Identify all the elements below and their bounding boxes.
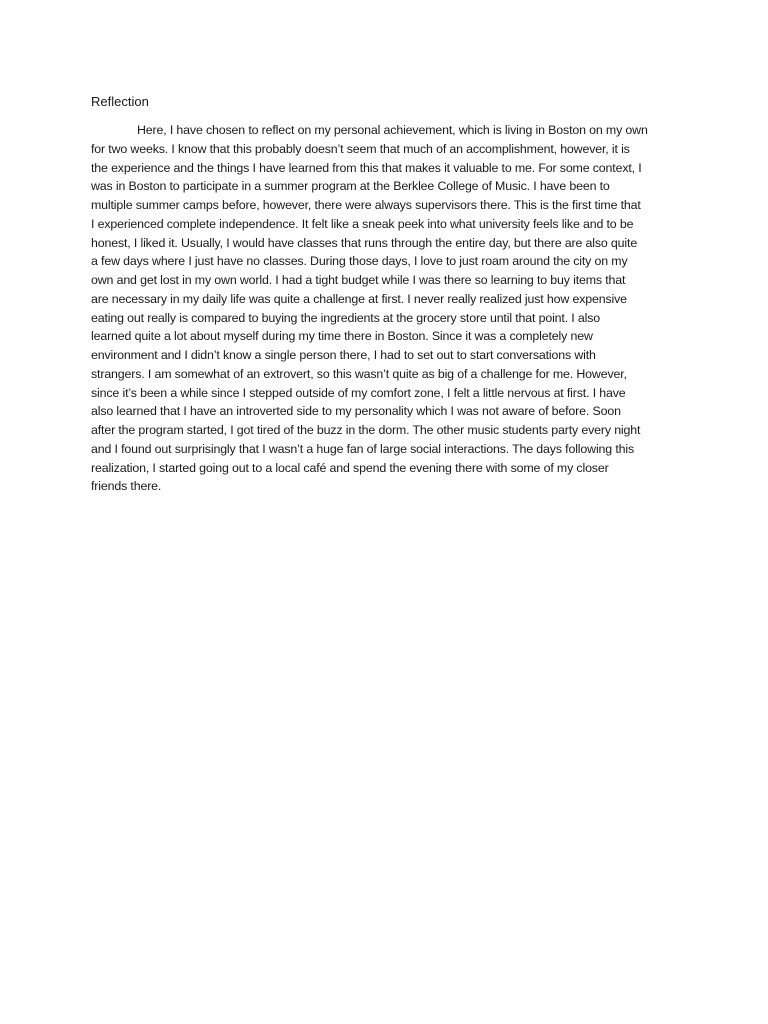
paragraph-line: eating out really is compared to buying the ingredients at the grocery store until that point. I also (91, 310, 601, 325)
paragraph-line: learned quite a lot about myself during my time there in Boston. Since it was a completely new (91, 329, 593, 344)
paragraph-line: the experience and the things I have learned from this that makes it valuable to me. For some context, I (91, 160, 642, 175)
paragraph-line: own and get lost in my own world. I had a tight budget while I was there so learning to buy items that (91, 273, 626, 287)
document-title: Reflection (91, 94, 149, 109)
paragraph-line: friends there. (91, 479, 162, 494)
paragraph-line: environment and I didn’t know a single person there, I had to set out to start conversations with (91, 348, 596, 362)
paragraph-line: honest, I liked it. Usually, I would have classes that runs through the entire day, but there are also quite (91, 235, 638, 250)
reflection-paragraph (91, 121, 683, 496)
paragraph-line: are necessary in my daily life was quite a challenge at first. I never really realized just how expensive (91, 291, 627, 306)
paragraph-line: a few days where I just have no classes. During those days, I love to just roam around the city on my (91, 254, 628, 269)
paragraph-line: strangers. I am somewhat of an extrovert, so this wasn’t quite as big of a challenge for me. However, (91, 366, 627, 381)
paragraph-line: also learned that I have an introverted side to my personality which I was not aware of before. Soon (91, 404, 621, 419)
paragraph-line: realization, I started going out to a local café and spend the evening there with some of my closer (91, 460, 609, 475)
paragraph-line: since it’s been a while since I stepped outside of my comfort zone, I felt a little nervous at first. I have (91, 385, 626, 400)
paragraph-line: multiple summer camps before, however, there were always supervisors there. This is the first time that (91, 198, 641, 212)
paragraph-line: after the program started, I got tired of the buzz in the dorm. The other music students party every night (91, 423, 641, 437)
paragraph-line: was in Boston to participate in a summer program at the Berklee College of Music. I have been to (91, 179, 610, 194)
paragraph-line: I experienced complete independence. It felt like a sneak peek into what university feels like and to be (91, 216, 634, 231)
paragraph-line: Here, I have chosen to reflect on my personal achievement, which is living in Boston on my own (137, 123, 648, 137)
paragraph-line: and I found out surprisingly that I wasn’t a huge fan of large social interactions. The days following this (91, 441, 634, 456)
paragraph-line: for two weeks. I know that this probably doesn’t seem that much of an accomplishment, however, it is (91, 141, 630, 156)
